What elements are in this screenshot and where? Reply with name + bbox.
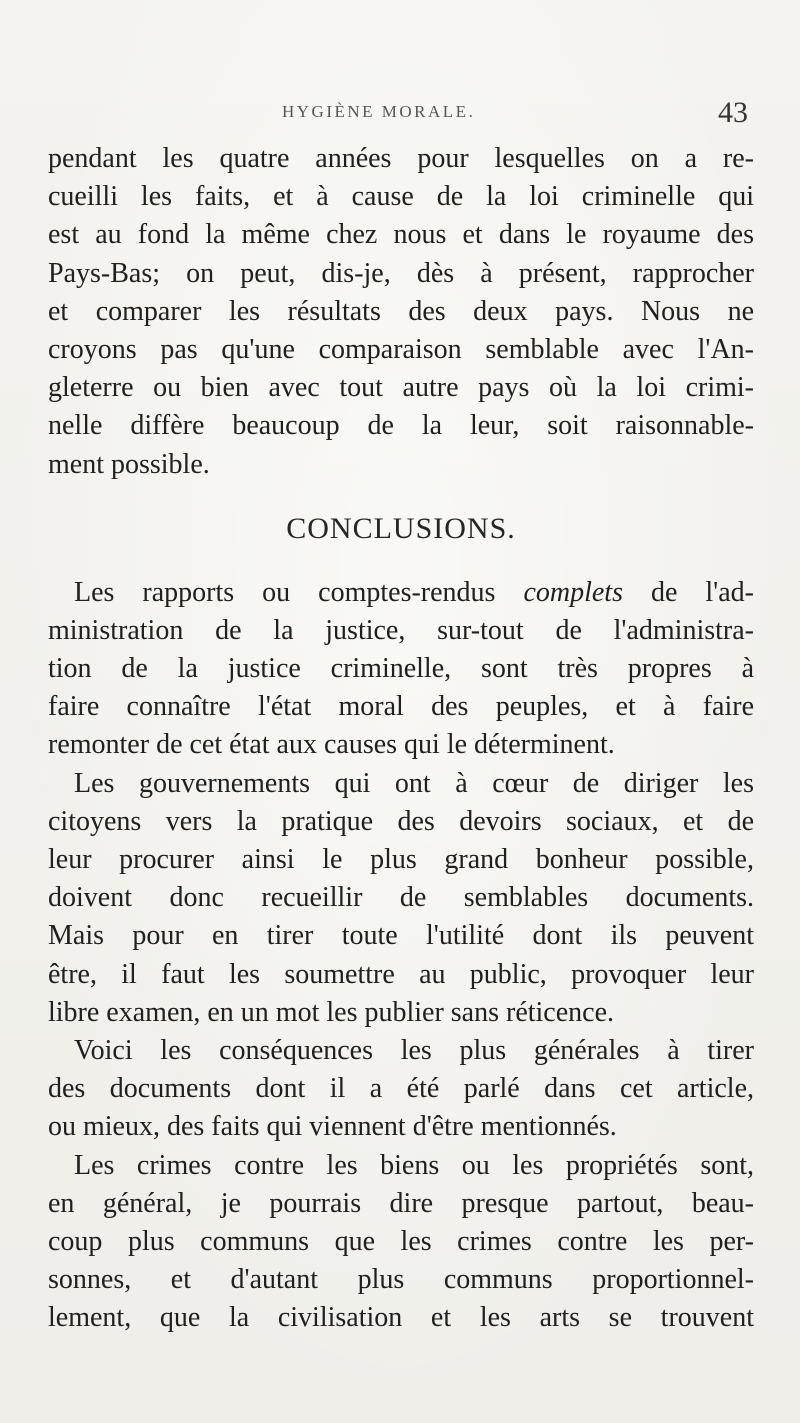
text-line: cueilli les faits, et à cause de la loi criminelle qui (48, 181, 754, 213)
text-line: pendant les quatre années pour lesquelles on a re- (48, 143, 754, 174)
text-body (48, 140, 754, 1337)
page-number: 43 (718, 96, 748, 129)
text-line: Les crimes contre les biens ou les propriétés sont, (74, 1149, 754, 1181)
emphasized-word: complets (523, 576, 623, 608)
text-line: ou mieux, des faits qui viennent d'être mentionnés. (48, 1111, 617, 1143)
text-line: croyons pas qu'une comparaison semblable avec l'An- (48, 333, 754, 365)
text-line: en général, je pourrais dire presque partout, beau- (48, 1187, 754, 1219)
text-line: ministration de la justice, sur-tout de l'administra- (48, 614, 754, 646)
text-line: gleterre ou bien avec tout autre pays où la loi crimi- (48, 372, 754, 404)
text-line: Pays-Bas; on peut, dis-je, dès à présent, rapprocher (48, 257, 754, 289)
text-line: doivent donc recueillir de semblables documents. (48, 882, 754, 914)
text-line: coup plus communs que les crimes contre les per- (48, 1225, 754, 1257)
text-line: citoyens vers la pratique des devoirs sociaux, et de (48, 805, 754, 837)
paragraph-4 (48, 1032, 754, 1147)
paragraph-1 (48, 140, 754, 484)
paragraph-5 (48, 1147, 754, 1338)
running-title: HYGIÈNE MORALE. (282, 102, 476, 121)
text-line: Voici les conséquences les plus générales à tirer (74, 1034, 754, 1066)
text-line: ment possible. (48, 448, 210, 480)
text-line: Les gouvernements qui ont à cœur de diriger les (74, 767, 754, 799)
text-line: remonter de cet état aux causes qui le déterminent. (48, 729, 615, 761)
text-line: et comparer les résultats des deux pays. Nous ne (48, 295, 754, 327)
text-line: leur procurer ainsi le plus grand bonheur possible, (48, 844, 754, 875)
running-head (0, 96, 800, 136)
text-fragment: Les rapports ou comptes-rendus (74, 576, 524, 608)
text-line: faire connaître l'état moral des peuples, et à faire (48, 691, 754, 723)
text-line: est au fond la même chez nous et dans le royaume des (48, 219, 754, 251)
paragraph-2 (48, 574, 754, 765)
text-line: lement, que la civilisation et les arts se trouvent (48, 1302, 754, 1334)
text-line (48, 574, 754, 612)
text-line: libre examen, en un mot les publier sans réticence. (48, 996, 615, 1028)
text-line: nelle diffère beaucoup de la leur, soit raisonnable- (48, 410, 754, 442)
section-heading: CONCLUSIONS. (286, 511, 516, 545)
text-line: sonnes, et d'autant plus communs proportionnel- (48, 1264, 754, 1296)
text-fragment: de l'ad- (622, 576, 754, 608)
text-line: tion de la justice criminelle, sont très propres à (48, 653, 754, 685)
text-line: Mais pour en tirer toute l'utilité dont ils peuvent (48, 920, 754, 952)
text-line: des documents dont il a été parlé dans cet article, (48, 1073, 754, 1105)
paragraph-3 (48, 765, 754, 1032)
text-line: être, il faut les soumettre au public, provoquer leur (48, 958, 754, 990)
